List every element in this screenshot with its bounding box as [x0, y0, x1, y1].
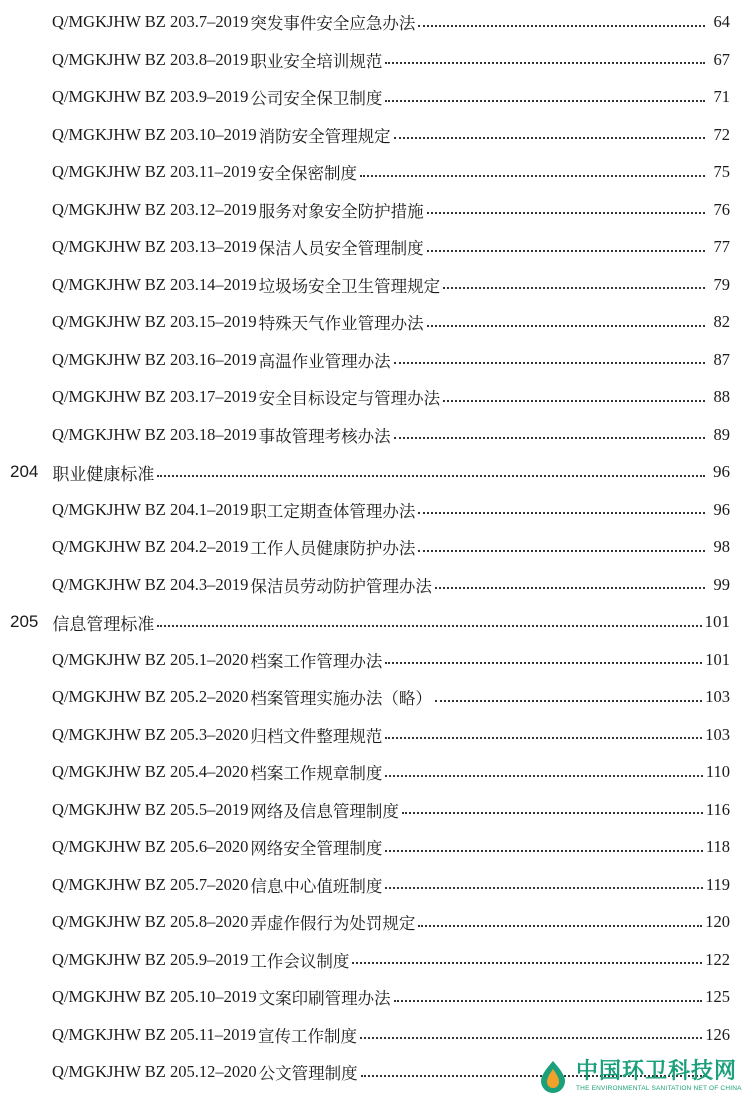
toc-entry [52, 982, 730, 1012]
toc-entry [52, 270, 730, 300]
page-number: 75 [713, 162, 730, 181]
dot-leader [385, 61, 705, 64]
entry-title: 档案工作管理办法 [250, 651, 383, 671]
section-number: 204 [10, 462, 39, 481]
dot-leader [435, 586, 705, 589]
section-number: 205 [10, 612, 39, 631]
entry-title: 安全目标设定与管理办法 [258, 389, 441, 408]
entry-title: 网络及信息管理制度 [250, 801, 399, 821]
page-number: 64 [713, 12, 730, 31]
toc-entry [52, 232, 730, 262]
entry-title: 突发事件安全应急办法 [250, 14, 416, 33]
page-number: 87 [713, 349, 730, 369]
dot-leader [418, 549, 705, 552]
toc-entry [52, 757, 730, 787]
standard-code: Q/MGKJHW BZ 203.8–2019 [52, 49, 249, 69]
standard-code: Q/MGKJHW BZ 203.12–2019 [52, 199, 257, 219]
entry-title: 安全保密制度 [257, 164, 357, 183]
toc-entry [52, 195, 730, 225]
entry-title: 档案工作规章制度 [250, 764, 383, 783]
entry-title: 事故管理考核办法 [258, 426, 391, 446]
entry-title: 文案印刷管理办法 [258, 989, 391, 1008]
dot-leader [427, 249, 705, 252]
standard-code: Q/MGKJHW BZ 203.14–2019 [52, 274, 257, 294]
dot-leader [385, 849, 703, 852]
standard-code: Q/MGKJHW BZ 204.3–2019 [52, 574, 249, 594]
toc-section [10, 457, 730, 487]
dot-leader [385, 774, 703, 777]
standard-code: Q/MGKJHW BZ 203.16–2019 [52, 349, 257, 369]
dot-leader [394, 136, 705, 139]
standard-code: Q/MGKJHW BZ 203.18–2019 [52, 424, 257, 444]
dot-leader [418, 511, 705, 514]
standard-code: Q/MGKJHW BZ 205.12–2020 [52, 1062, 257, 1081]
standard-code: Q/MGKJHW BZ 205.5–2019 [52, 799, 249, 819]
page-number: 99 [713, 574, 730, 594]
page-number: 67 [713, 49, 730, 69]
standard-code: Q/MGKJHW BZ 205.7–2020 [52, 874, 249, 894]
page-number: 79 [713, 274, 730, 294]
page-number: 88 [713, 387, 730, 406]
standard-code: Q/MGKJHW BZ 205.4–2020 [52, 762, 249, 781]
standard-code: Q/MGKJHW BZ 203.15–2019 [52, 312, 257, 331]
toc-entry [52, 682, 730, 712]
entry-title: 网络安全管理制度 [250, 839, 383, 858]
page-number: 82 [713, 312, 730, 331]
dot-leader [360, 1036, 702, 1039]
entry-title: 特殊天气作业管理办法 [258, 314, 424, 333]
toc-entry [52, 795, 730, 825]
page-number: 120 [705, 912, 730, 931]
standard-code: Q/MGKJHW BZ 203.7–2019 [52, 12, 249, 31]
standard-code: Q/MGKJHW BZ 205.11–2019 [52, 1024, 256, 1044]
entry-title: 垃圾场安全卫生管理规定 [258, 276, 441, 296]
page-number: 96 [713, 499, 730, 519]
dot-leader [157, 624, 701, 627]
toc-entry [52, 832, 730, 862]
page-number: 103 [705, 724, 730, 744]
standard-code: Q/MGKJHW BZ 205.1–2020 [52, 649, 249, 669]
page-number: 125 [705, 987, 730, 1006]
standard-code: Q/MGKJHW BZ 205.2–2020 [52, 687, 249, 706]
entry-title: 弄虚作假行为处罚规定 [250, 914, 416, 933]
entry-title: 公司安全保卫制度 [250, 89, 383, 108]
page-number: 122 [705, 949, 730, 969]
standard-code: Q/MGKJHW BZ 203.17–2019 [52, 387, 257, 406]
standard-code: Q/MGKJHW BZ 203.13–2019 [52, 237, 257, 256]
section-title: 信息管理标准 [52, 614, 155, 635]
standard-code: Q/MGKJHW BZ 205.10–2019 [52, 987, 257, 1006]
page-number: 96 [713, 462, 730, 481]
toc-entry [52, 45, 730, 75]
toc-entry [52, 345, 730, 375]
dot-leader [418, 924, 702, 927]
dot-leader [427, 211, 705, 214]
toc-entry [52, 870, 730, 900]
dot-leader [427, 324, 705, 327]
toc-entry [52, 1020, 730, 1050]
watermark-subtitle: THE ENVIRONMENTAL SANITATION NET OF CHINA [576, 1084, 742, 1092]
standard-code: Q/MGKJHW BZ 203.9–2019 [52, 87, 249, 106]
entry-title: 工作会议制度 [250, 951, 350, 971]
entry-title: 归档文件整理规范 [250, 726, 383, 746]
toc-entry [52, 7, 730, 37]
page-number: 98 [713, 537, 730, 556]
toc-entry [52, 645, 730, 675]
page-number: 76 [713, 199, 730, 219]
toc-entry [52, 382, 730, 412]
dot-leader [385, 886, 703, 889]
toc-entry [52, 307, 730, 337]
toc-section [10, 607, 730, 637]
dot-leader [352, 961, 702, 964]
entry-title: 宣传工作制度 [257, 1026, 357, 1046]
standard-code: Q/MGKJHW BZ 204.2–2019 [52, 537, 249, 556]
entry-title: 档案管理实施办法（略） [250, 689, 432, 708]
standard-code: Q/MGKJHW BZ 203.10–2019 [52, 124, 257, 144]
dot-leader [385, 99, 705, 102]
standard-code: Q/MGKJHW BZ 203.11–2019 [52, 162, 256, 181]
standard-code: Q/MGKJHW BZ 205.3–2020 [52, 724, 249, 744]
entry-title: 公文管理制度 [258, 1064, 358, 1083]
page-number: 126 [705, 1024, 730, 1044]
page-number: 103 [705, 687, 730, 706]
standard-code: Q/MGKJHW BZ 205.8–2020 [52, 912, 249, 931]
toc-entry [52, 82, 730, 112]
dot-leader [443, 399, 705, 402]
standard-code: Q/MGKJHW BZ 205.9–2019 [52, 949, 249, 969]
page-number: 118 [705, 837, 730, 856]
page-number: 119 [705, 874, 730, 894]
dot-leader [157, 474, 705, 477]
standard-code: Q/MGKJHW BZ 205.6–2020 [52, 837, 249, 856]
watermark [536, 1056, 746, 1096]
page-number: 110 [705, 762, 730, 781]
entry-title: 保洁人员安全管理制度 [258, 239, 424, 258]
toc-entry [52, 495, 730, 525]
entry-title: 消防安全管理规定 [258, 126, 391, 146]
toc-entry [52, 120, 730, 150]
dot-leader [385, 661, 702, 664]
leaf-drop-logo-icon [536, 1059, 570, 1093]
page-number: 72 [713, 124, 730, 144]
entry-title: 信息中心值班制度 [250, 876, 383, 896]
entry-title: 职业安全培训规范 [250, 51, 383, 71]
dot-leader [394, 436, 705, 439]
dot-leader [394, 999, 703, 1002]
toc-entry [52, 420, 730, 450]
entry-title: 高温作业管理办法 [258, 351, 391, 371]
entry-title: 工作人员健康防护办法 [250, 539, 416, 558]
page-number: 77 [713, 237, 730, 256]
page-number: 71 [713, 87, 730, 106]
dot-leader [418, 24, 705, 27]
entry-title: 保洁员劳动防护管理办法 [250, 576, 432, 596]
page-number: 101 [705, 649, 730, 669]
section-title: 职业健康标准 [52, 464, 155, 485]
dot-leader [435, 699, 702, 702]
toc-entry [52, 720, 730, 750]
page-number: 116 [705, 799, 730, 819]
dot-leader [394, 361, 705, 364]
page-number: 101 [704, 612, 730, 631]
toc-entry [52, 532, 730, 562]
dot-leader [443, 286, 705, 289]
entry-title: 服务对象安全防护措施 [258, 201, 424, 221]
standard-code: Q/MGKJHW BZ 204.1–2019 [52, 499, 249, 519]
entry-title: 职工定期查体管理办法 [250, 501, 416, 521]
page-number: 89 [713, 424, 730, 444]
dot-leader [360, 174, 705, 177]
toc-entry [52, 945, 730, 975]
watermark-title: 中国环卫科技网 [576, 1058, 738, 1084]
dot-leader [385, 736, 702, 739]
toc-entry [52, 157, 730, 187]
dot-leader [402, 811, 703, 814]
toc-entry [52, 570, 730, 600]
toc-entry [52, 907, 730, 937]
